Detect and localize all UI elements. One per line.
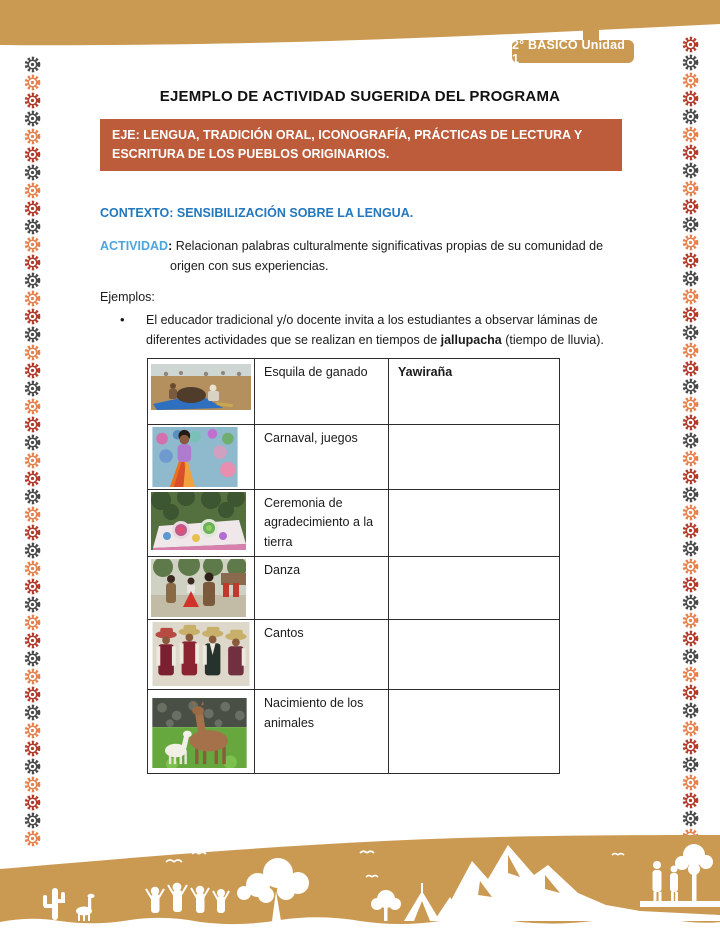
bottom-landscape-strip	[0, 835, 720, 932]
gear-motif-icon	[682, 36, 699, 53]
gear-motif-icon	[682, 468, 699, 485]
table-row	[148, 557, 560, 620]
gear-motif-icon	[24, 668, 41, 685]
ejemplos-label: Ejemplos:	[100, 290, 155, 304]
bullet-item	[120, 310, 626, 350]
gear-motif-icon	[24, 272, 41, 289]
bullet-text	[146, 310, 626, 350]
gear-motif-icon	[682, 432, 699, 449]
gear-motif-icon	[682, 162, 699, 179]
gear-motif-icon	[682, 540, 699, 557]
left-motif-column	[24, 56, 41, 847]
gear-motif-icon	[682, 504, 699, 521]
activities-table	[147, 358, 560, 774]
gear-motif-icon	[682, 612, 699, 629]
gear-motif-icon	[682, 630, 699, 647]
gear-motif-icon	[682, 666, 699, 683]
bullet-marker: •	[120, 312, 125, 327]
gear-motif-icon	[24, 398, 41, 415]
gear-motif-icon	[682, 522, 699, 539]
gear-motif-icon	[24, 182, 41, 199]
gear-motif-icon	[24, 56, 41, 73]
gear-motif-icon	[682, 684, 699, 701]
gear-motif-icon	[24, 290, 41, 307]
gear-motif-icon	[24, 344, 41, 361]
actividad-paragraph	[100, 236, 624, 276]
gear-motif-icon	[24, 434, 41, 451]
gear-motif-icon	[24, 632, 41, 649]
ceremonia-photo	[151, 492, 251, 550]
gear-motif-icon	[24, 686, 41, 703]
gear-motif-icon	[682, 648, 699, 665]
eje-banner: EJE: LENGUA, TRADICIÓN ORAL, ICONOGRAFÍA, PRÁCTICAS DE LECTURA Y ESCRITURA DE LOS PUEBLOS ORIGINARIOS.	[100, 119, 622, 171]
actividad-label: ACTIVIDAD	[100, 239, 169, 253]
gear-motif-icon	[24, 758, 41, 775]
gear-motif-icon	[24, 560, 41, 577]
gear-motif-icon	[682, 54, 699, 71]
gear-motif-icon	[24, 650, 41, 667]
gear-motif-icon	[682, 252, 699, 269]
gear-motif-icon	[24, 542, 41, 559]
activity-word: Yawiraña	[398, 365, 453, 379]
carnaval-photo	[151, 427, 251, 487]
gear-motif-icon	[24, 596, 41, 613]
gear-motif-icon	[682, 756, 699, 773]
activity-label: Cantos	[264, 626, 304, 641]
page-title: EJEMPLO DE ACTIVIDAD SUGERIDA DEL PROGRAMA	[159, 88, 561, 105]
bullet-text-pre: El educador tradicional y/o docente invita a los estudiantes a observar láminas de diferentes actividades que se realizan en tiempos de	[146, 313, 598, 347]
gear-motif-icon	[682, 486, 699, 503]
gear-motif-icon	[682, 342, 699, 359]
activities-table-body	[148, 359, 560, 774]
esquila-de-ganado-photo	[151, 364, 251, 410]
gear-motif-icon	[682, 414, 699, 431]
gear-motif-icon	[24, 470, 41, 487]
gear-motif-icon	[682, 324, 699, 341]
gear-motif-icon	[24, 128, 41, 145]
gear-motif-icon	[24, 110, 41, 127]
gear-motif-icon	[682, 576, 699, 593]
activity-label: Ceremonia de agradecimiento a la tierra	[264, 496, 374, 549]
gear-motif-icon	[682, 360, 699, 377]
gear-motif-icon	[24, 776, 41, 793]
gear-motif-icon	[24, 416, 41, 433]
gear-motif-icon	[682, 792, 699, 809]
gear-motif-icon	[24, 794, 41, 811]
activity-label: Carnaval, juegos	[264, 431, 358, 445]
gear-motif-icon	[24, 506, 41, 523]
gear-motif-icon	[682, 702, 699, 719]
bullet-text-bold: jallupacha	[440, 333, 502, 347]
gear-motif-icon	[24, 722, 41, 739]
activity-label: Danza	[264, 563, 301, 578]
gear-motif-icon	[24, 524, 41, 541]
gear-motif-icon	[682, 396, 699, 413]
actividad-text: Relacionan palabras culturalmente significativas propias de su comunidad de origen con sus experiencias.	[170, 239, 604, 273]
right-motif-column	[682, 36, 699, 845]
nacimiento-photo	[151, 698, 251, 768]
gear-motif-icon	[24, 164, 41, 181]
table-row	[148, 359, 560, 425]
gear-motif-icon	[682, 198, 699, 215]
gear-motif-icon	[682, 594, 699, 611]
gear-motif-icon	[682, 216, 699, 233]
gear-motif-icon	[24, 236, 41, 253]
contexto-heading: CONTEXTO: SENSIBILIZACIÓN SOBRE LA LENGUA.	[100, 206, 414, 220]
gear-motif-icon	[24, 488, 41, 505]
actividad-block	[100, 236, 624, 276]
gear-motif-icon	[24, 812, 41, 829]
unit-badge: 2° BÁSICO Unidad 1	[512, 40, 634, 63]
gear-motif-icon	[682, 72, 699, 89]
gear-motif-icon	[24, 200, 41, 217]
gear-motif-icon	[24, 380, 41, 397]
gear-motif-icon	[24, 326, 41, 343]
gear-motif-icon	[24, 254, 41, 271]
gear-motif-icon	[24, 308, 41, 325]
gear-motif-icon	[682, 738, 699, 755]
activity-label: Nacimiento de los animales	[264, 696, 364, 730]
gear-motif-icon	[682, 270, 699, 287]
table-row	[148, 490, 560, 557]
actividad-colon: :	[168, 239, 173, 253]
gear-motif-icon	[24, 452, 41, 469]
gear-motif-icon	[682, 234, 699, 251]
gear-motif-icon	[682, 378, 699, 395]
gear-motif-icon	[24, 704, 41, 721]
gear-motif-icon	[682, 180, 699, 197]
gear-motif-icon	[24, 218, 41, 235]
gear-motif-icon	[24, 578, 41, 595]
gear-motif-icon	[682, 558, 699, 575]
gear-motif-icon	[682, 288, 699, 305]
gear-motif-icon	[24, 146, 41, 163]
gear-motif-icon	[682, 774, 699, 791]
gear-motif-icon	[682, 126, 699, 143]
table-row	[148, 620, 560, 690]
table-row	[148, 690, 560, 774]
gear-motif-icon	[682, 108, 699, 125]
activity-label: Esquila de ganado	[264, 365, 368, 379]
bullet-text-post: (tiempo de lluvia).	[501, 333, 604, 347]
gear-motif-icon	[682, 720, 699, 737]
cantos-photo	[151, 622, 251, 686]
gear-motif-icon	[682, 144, 699, 161]
danza-photo	[151, 559, 251, 617]
gear-motif-icon	[24, 362, 41, 379]
gear-motif-icon	[682, 306, 699, 323]
gear-motif-icon	[682, 450, 699, 467]
table-row	[148, 425, 560, 490]
gear-motif-icon	[682, 810, 699, 827]
gear-motif-icon	[24, 740, 41, 757]
gear-motif-icon	[24, 614, 41, 631]
